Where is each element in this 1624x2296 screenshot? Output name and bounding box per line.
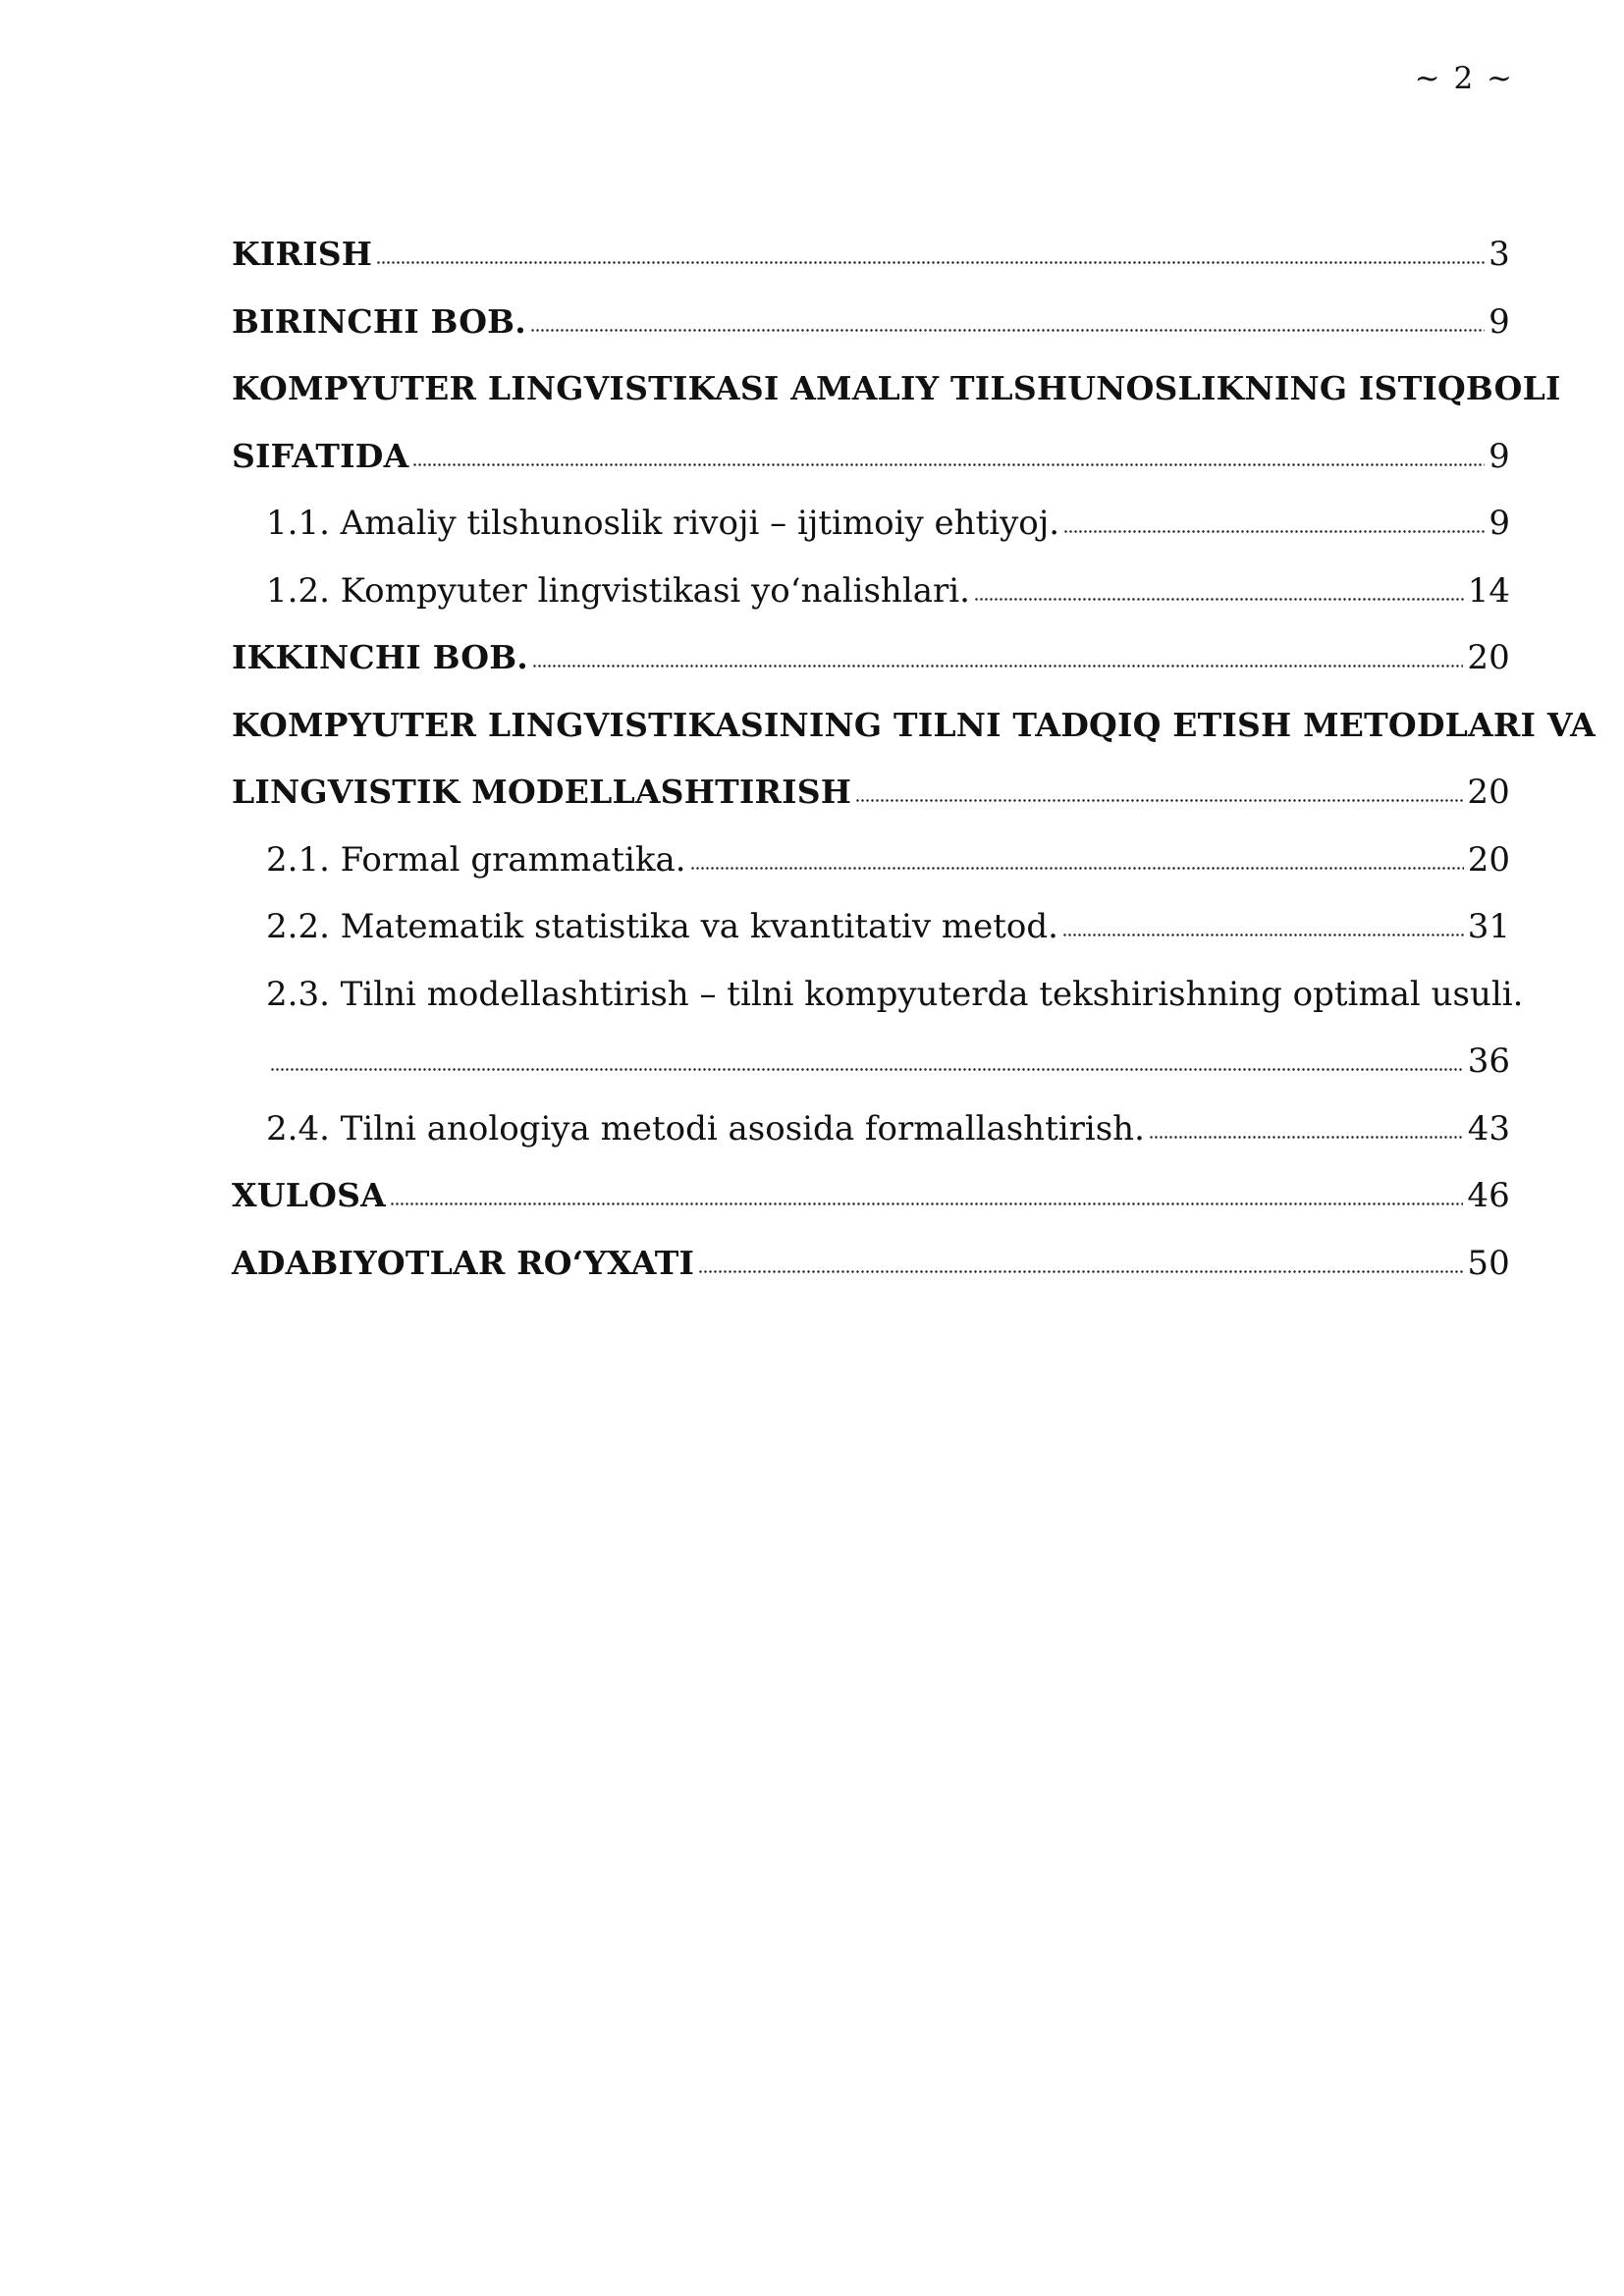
toc-entry-birinchi-bob[interactable] xyxy=(232,289,1510,356)
toc-entry-title: XULOSA xyxy=(232,1176,386,1214)
toc-entry-2-3[interactable] xyxy=(232,961,1524,1029)
dot-leader xyxy=(390,1202,1463,1205)
toc-entry-kirish[interactable] xyxy=(232,221,1510,289)
toc-entry-title: 2.2. Matematik statistika va kvantitativ metod. xyxy=(266,907,1058,946)
toc-entry-page: 20 xyxy=(1467,839,1510,880)
dot-leader xyxy=(690,867,1464,870)
toc-entry-1-2[interactable] xyxy=(232,558,1510,625)
toc-entry-title: SIFATIDA xyxy=(232,436,409,475)
dot-leader xyxy=(530,329,1485,332)
table-of-contents xyxy=(232,221,1596,1297)
dot-leader xyxy=(855,799,1463,802)
toc-entry-1-1[interactable] xyxy=(232,490,1510,558)
toc-entry-title: 2.4. Tilni anologiya metodi asosida formallashtirish. xyxy=(266,1108,1145,1148)
toc-entry-title: BIRINCHI BOB. xyxy=(232,301,526,341)
dot-leader xyxy=(376,261,1485,264)
toc-entry-2-2[interactable] xyxy=(232,893,1510,961)
toc-entry-title: 1.1. Amaliy tilshunoslik rivoji – ijtimoiy ehtiyoj. xyxy=(266,504,1060,543)
toc-entry-xulosa[interactable] xyxy=(232,1162,1510,1230)
toc-entry-title: ADABIYOTLAR RO‘YXATI xyxy=(232,1243,695,1282)
toc-entry-page: 43 xyxy=(1467,1108,1510,1148)
toc-entry-page: 3 xyxy=(1489,235,1510,274)
toc-entry-page: 36 xyxy=(1467,1041,1510,1081)
toc-entry-2-4[interactable] xyxy=(232,1095,1510,1163)
toc-entry-title: KIRISH xyxy=(232,235,373,273)
toc-entry-chapter1-title-cont[interactable] xyxy=(232,423,1510,491)
dot-leader xyxy=(412,463,1485,466)
dot-leader xyxy=(1149,1136,1464,1139)
toc-entry-page: 31 xyxy=(1467,907,1510,946)
toc-entry-page: 20 xyxy=(1467,773,1510,812)
dot-leader xyxy=(698,1270,1463,1273)
toc-entry-page: 9 xyxy=(1489,436,1510,476)
toc-entry-title: IKKINCHI BOB. xyxy=(232,638,529,676)
dot-leader xyxy=(270,1068,1464,1071)
toc-entry-title: LINGVISTIK MODELLASHTIRISH xyxy=(232,773,852,811)
dot-leader xyxy=(1062,934,1464,936)
toc-entry-page: 20 xyxy=(1467,638,1510,677)
toc-entry-2-3-cont[interactable] xyxy=(232,1028,1510,1095)
toc-entry-chapter1-title[interactable] xyxy=(232,355,1561,423)
toc-entry-title: 2.1. Formal grammatika. xyxy=(266,839,686,880)
toc-entry-title: KOMPYUTER LINGVISTIKASI AMALIY TILSHUNOSLIKNING ISTIQBOLI xyxy=(232,369,1561,407)
toc-entry-chapter2-title[interactable] xyxy=(232,692,1596,760)
page-number: ~ 2 ~ xyxy=(1414,61,1514,96)
toc-entry-title: 1.2. Kompyuter lingvistikasi yo‘nalishlari. xyxy=(266,570,970,611)
toc-entry-adabiyotlar[interactable] xyxy=(232,1230,1510,1298)
toc-entry-2-1[interactable] xyxy=(232,827,1510,894)
toc-entry-page: 9 xyxy=(1489,301,1510,342)
toc-entry-page: 14 xyxy=(1467,570,1510,611)
toc-entry-ikkinchi-bob[interactable] xyxy=(232,624,1510,692)
toc-entry-title: 2.3. Tilni modellashtirish – tilni kompyuterda tekshirishning optimal usuli. xyxy=(266,974,1524,1014)
dot-leader xyxy=(974,598,1464,601)
toc-entry-page: 9 xyxy=(1489,504,1510,543)
toc-entry-page: 46 xyxy=(1467,1176,1510,1215)
toc-entry-chapter2-title-cont[interactable] xyxy=(232,759,1510,827)
toc-entry-page: 50 xyxy=(1467,1243,1510,1283)
dot-leader xyxy=(532,665,1463,667)
dot-leader xyxy=(1063,530,1485,533)
toc-entry-title: KOMPYUTER LINGVISTIKASINING TILNI TADQIQ ETISH METODLARI VA xyxy=(232,705,1596,744)
